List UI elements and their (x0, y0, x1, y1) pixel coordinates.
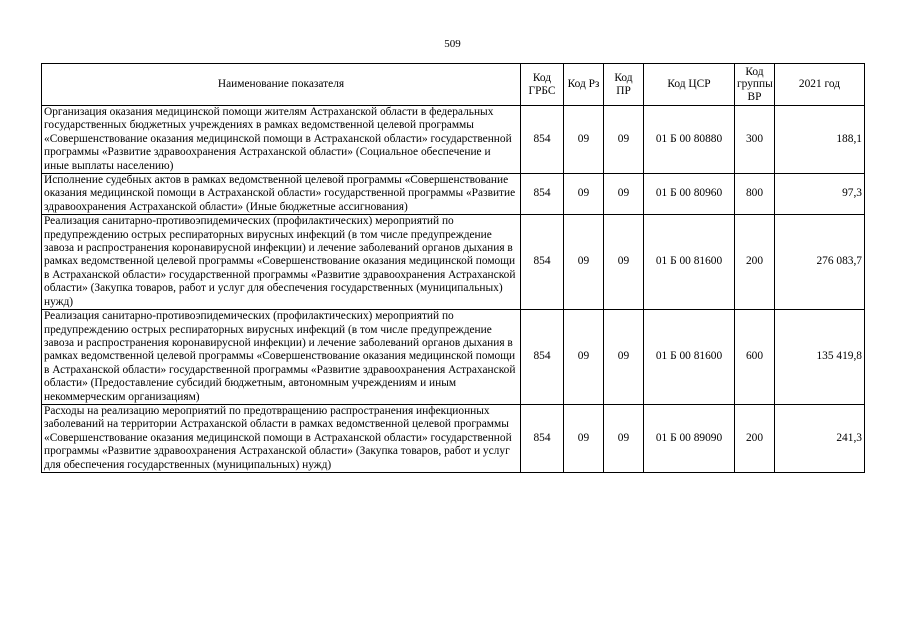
table-row (42, 174, 865, 215)
row-amount: 188,1 (775, 106, 865, 174)
row-pr: 09 (604, 404, 644, 472)
row-name: Исполнение судебных актов в рамках ведомственной целевой программы «Совершенствование оказания медицинской помощи в Астраханской области» государственной программы «Развитие здравоохранения Астраханской области» (Иные бюджетные ассигнования) (42, 174, 521, 215)
header-name: Наименование показателя (42, 64, 521, 106)
row-pr: 09 (604, 106, 644, 174)
row-name: Реализация санитарно-противоэпидемических (профилактических) мероприятий по предупреждению острых респираторных вирусных инфекций (в том числе предупреждение завоза и распространения коронавирусной инфекции) и лечение заболеваний органов дыхания в рамках ведомственной целевой программы «Совершенствование оказания медицинской помощи в Астраханской области» государственной программы «Развитие здравоохранения Астраханской области» (Предоставление субсидий бюджетным, автономным учреждениям и иным некоммерческим организациям) (42, 310, 521, 405)
row-vr: 300 (735, 106, 775, 174)
header-vr: Код группы ВР (735, 64, 775, 106)
table-row (42, 310, 865, 405)
budget-table (41, 63, 865, 473)
table-row (42, 215, 865, 310)
row-pr: 09 (604, 310, 644, 405)
table-header-row (42, 64, 865, 106)
table-row (42, 404, 865, 472)
page-number: 509 (444, 38, 461, 50)
row-csr: 01 Б 00 89090 (644, 404, 735, 472)
row-rz: 09 (564, 106, 604, 174)
row-grbs: 854 (521, 310, 564, 405)
row-rz: 09 (564, 310, 604, 405)
row-name: Реализация санитарно-противоэпидемических (профилактических) мероприятий по предупреждению острых респираторных вирусных инфекций (в том числе предупреждение завоза и распространения коронавирусной инфекции) и лечение заболеваний органов дыхания в рамках ведомственной целевой программы «Совершенствование оказания медицинской помощи в Астраханской области» государственной программы «Развитие здравоохранения Астраханской области» (Закупка товаров, работ и услуг для обеспечения государственных (муниципальных) нужд) (42, 215, 521, 310)
table-row (42, 106, 865, 174)
row-grbs: 854 (521, 215, 564, 310)
row-grbs: 854 (521, 404, 564, 472)
row-rz: 09 (564, 404, 604, 472)
row-csr: 01 Б 00 81600 (644, 215, 735, 310)
row-pr: 09 (604, 215, 644, 310)
header-year: 2021 год (775, 64, 865, 106)
row-name: Организация оказания медицинской помощи жителям Астраханской области в федеральных государственных бюджетных учреждениях в рамках ведомственной целевой программы «Совершенствование оказания медицинской помощи в Астраханской области» государственной программы «Развитие здравоохранения Астраханской области» (Социальное обеспечение и иные выплаты населению) (42, 106, 521, 174)
row-amount: 241,3 (775, 404, 865, 472)
row-rz: 09 (564, 174, 604, 215)
row-amount: 276 083,7 (775, 215, 865, 310)
header-rz: Код Рз (564, 64, 604, 106)
row-csr: 01 Б 00 81600 (644, 310, 735, 405)
header-pr: Код ПР (604, 64, 644, 106)
row-grbs: 854 (521, 174, 564, 215)
row-grbs: 854 (521, 106, 564, 174)
row-vr: 600 (735, 310, 775, 405)
row-amount: 97,3 (775, 174, 865, 215)
row-name: Расходы на реализацию мероприятий по предотвращению распространения инфекционных заболеваний на территории Астраханской области в рамках ведомственной целевой программы «Совершенствование оказания медицинской помощи в Астраханской области» государственной программы «Развитие здравоохранения Астраханской области» (Закупка товаров, работ и услуг для обеспечения государственных (муниципальных) нужд) (42, 404, 521, 472)
header-csr: Код ЦСР (644, 64, 735, 106)
row-rz: 09 (564, 215, 604, 310)
row-vr: 200 (735, 404, 775, 472)
row-vr: 800 (735, 174, 775, 215)
row-csr: 01 Б 00 80960 (644, 174, 735, 215)
row-csr: 01 Б 00 80880 (644, 106, 735, 174)
row-vr: 200 (735, 215, 775, 310)
row-pr: 09 (604, 174, 644, 215)
row-amount: 135 419,8 (775, 310, 865, 405)
header-grbs: Код ГРБС (521, 64, 564, 106)
